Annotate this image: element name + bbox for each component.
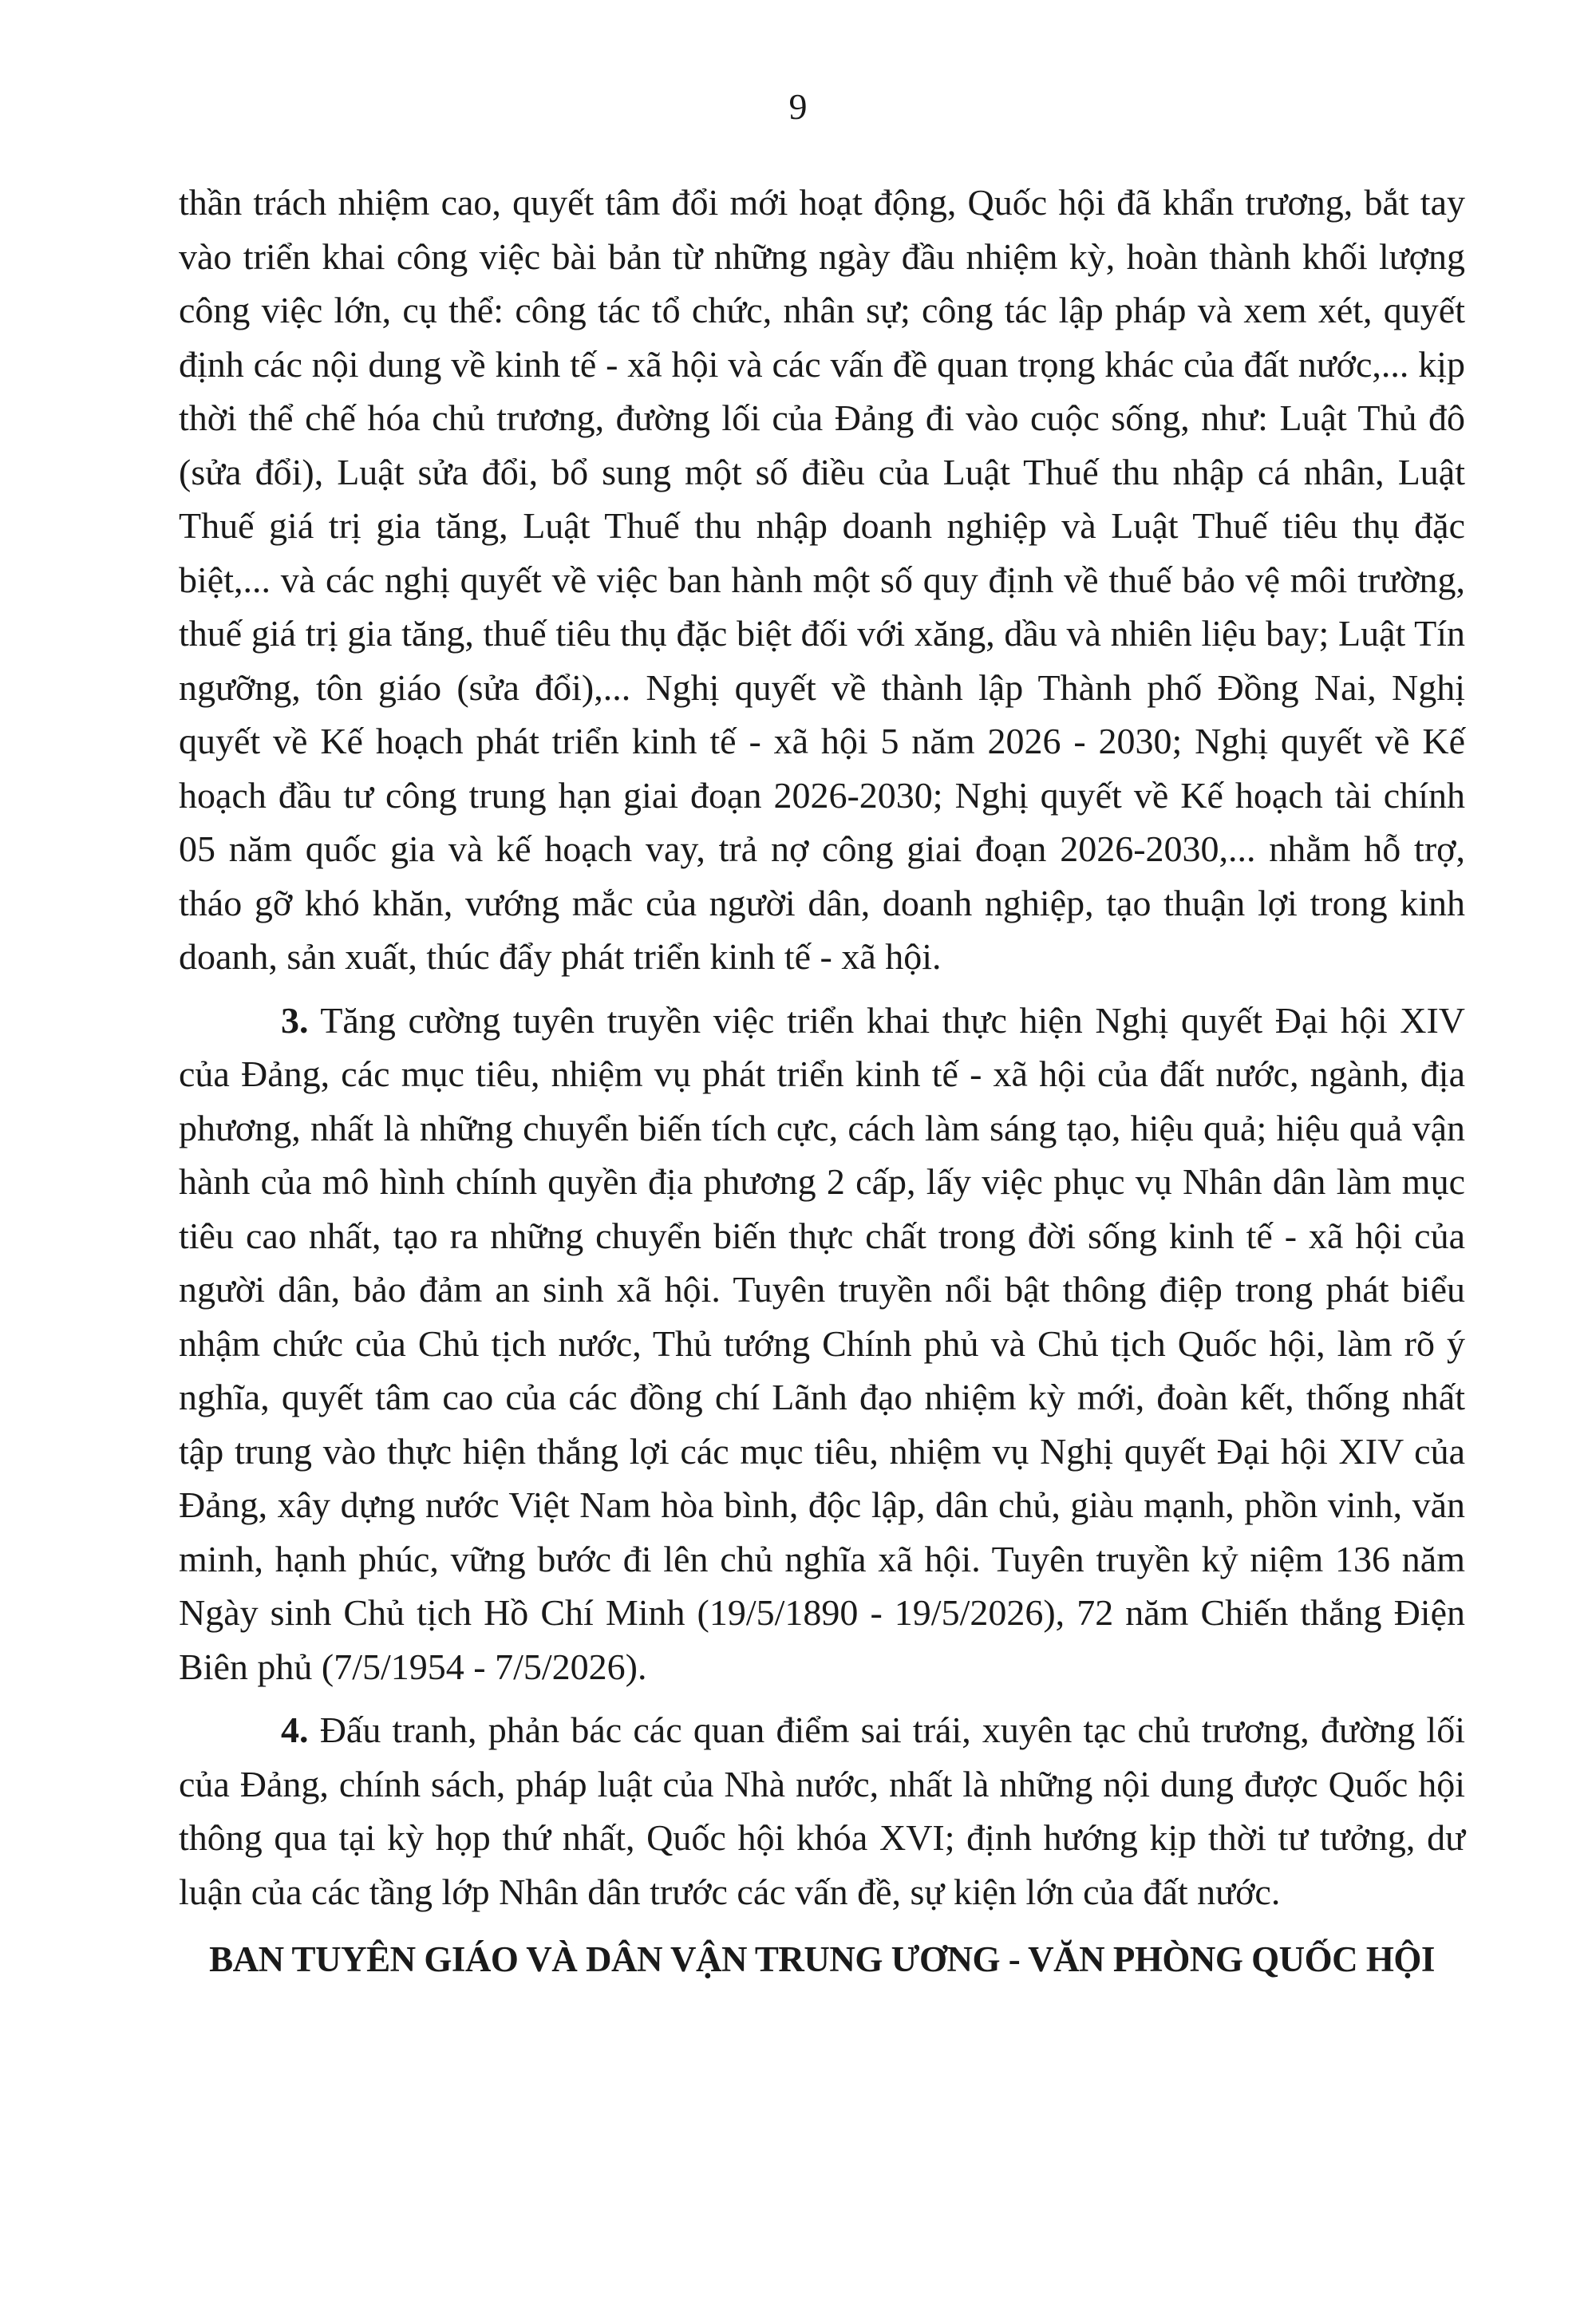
page-number: 9 [788,86,808,127]
paragraph-number: 3. [281,999,309,1041]
paragraph-number: 4. [281,1709,309,1750]
paragraph-text: thần trách nhiệm cao, quyết tâm đổi mới hoạt động, Quốc hội đã khẩn trương, bắt tay vào triển khai công việc bài bản từ những ngày đầu nhiệm kỳ, hoàn thành khối lượng công việc lớn, cụ thể: công tác tổ chức, nhân sự; công tác lập pháp và xem xét, quyết định các nội dung về kinh tế - xã hội và các vấn đề quan trọng khác của đất nước,... kịp thời thể chế hóa chủ trương, đường lối của Đảng đi vào cuộc sống, như: Luật Thủ đô (sửa đổi), Luật sửa đổi, bổ sung một số điều của Luật Thuế thu nhập cá nhân, Luật Thuế giá trị gia tăng, Luật Thuế thu nhập doanh nghiệp và Luật Thuế tiêu thụ đặc biệt,... và các nghị quyết về việc ban hành một số quy định về thuế bảo vệ môi trường, thuế giá trị gia tăng, thuế tiêu thụ đặc biệt đối với xăng, dầu và nhiên liệu bay; Luật Tín ngưỡng, tôn giáo (sửa đổi),... Nghị quyết về thành lập Thành phố Đồng Nai, Nghị quyết về Kế hoạch phát triển kinh tế - xã hội 5 năm 2026 - 2030; Nghị quyết về Kế hoạch đầu tư công trung hạn giai đoạn 2026-2030; Nghị quyết về Kế hoạch tài chính 05 năm quốc gia và kế hoạch vay, trả nợ công giai đoạn 2026-2030,... nhằm hỗ trợ, tháo gỡ khó khăn, vướng mắc của người dân, doanh nghiệp, tạo thuận lợi trong kinh doanh, sản xuất, thúc đẩy phát triển kinh tế - xã hội. [179,182,1465,977]
paragraph-text: Tăng cường tuyên truyền việc triển khai thực hiện Nghị quyết Đại hội XIV của Đảng, các mục tiêu, nhiệm vụ phát triển kinh tế - xã hội của đất nước, ngành, địa phương, nhất là những chuyển biến tích cực, cách làm sáng tạo, hiệu quả; hiệu quả vận hành của mô hình chính quyền địa phương 2 cấp, lấy việc phục vụ Nhân dân làm mục tiêu cao nhất, tạo ra những chuyển biến thực chất trong đời sống kinh tế - xã hội của người dân, bảo đảm an sinh xã hội. Tuyên truyền nổi bật thông điệp trong phát biểu nhậm chức của Chủ tịch nước, Thủ tướng Chính phủ và Chủ tịch Quốc hội, làm rõ ý nghĩa, quyết tâm cao của các đồng chí Lãnh đạo nhiệm kỳ mới, đoàn kết, thống nhất tập trung vào thực hiện thắng lợi các mục tiêu, nhiệm vụ Nghị quyết Đại hội XIV của Đảng, xây dựng nước Việt Nam hòa bình, độc lập, dân chủ, giàu mạnh, phồn vinh, văn minh, hạnh phúc, vững bước đi lên chủ nghĩa xã hội. Tuyên truyền kỷ niệm 136 năm Ngày sinh Chủ tịch Hồ Chí Minh (19/5/1890 - 19/5/2026), 72 năm Chiến thắng Điện Biên phủ (7/5/1954 - 7/5/2026). [179,999,1465,1687]
paragraph-text: Đấu tranh, phản bác các quan điểm sai trái, xuyên tạc chủ trương, đường lối của Đảng, chính sách, pháp luật của Nhà nước, nhất là những nội dung được Quốc hội thông qua tại kỳ họp thứ nhất, Quốc hội khóa XVI; định hướng kịp thời tư tưởng, dư luận của các tầng lớp Nhân dân trước các vấn đề, sự kiện lớn của đất nước. [179,1709,1465,1912]
paragraph-continuation [179,176,1465,984]
paragraph-item-4 [179,1703,1465,1919]
document-body [179,176,1465,1986]
issuing-agency-signature: BAN TUYÊN GIÁO VÀ DÂN VẬN TRUNG ƯƠNG - VĂN PHÒNG QUỐC HỘI [209,1939,1435,1979]
paragraph-item-3 [179,994,1465,1694]
